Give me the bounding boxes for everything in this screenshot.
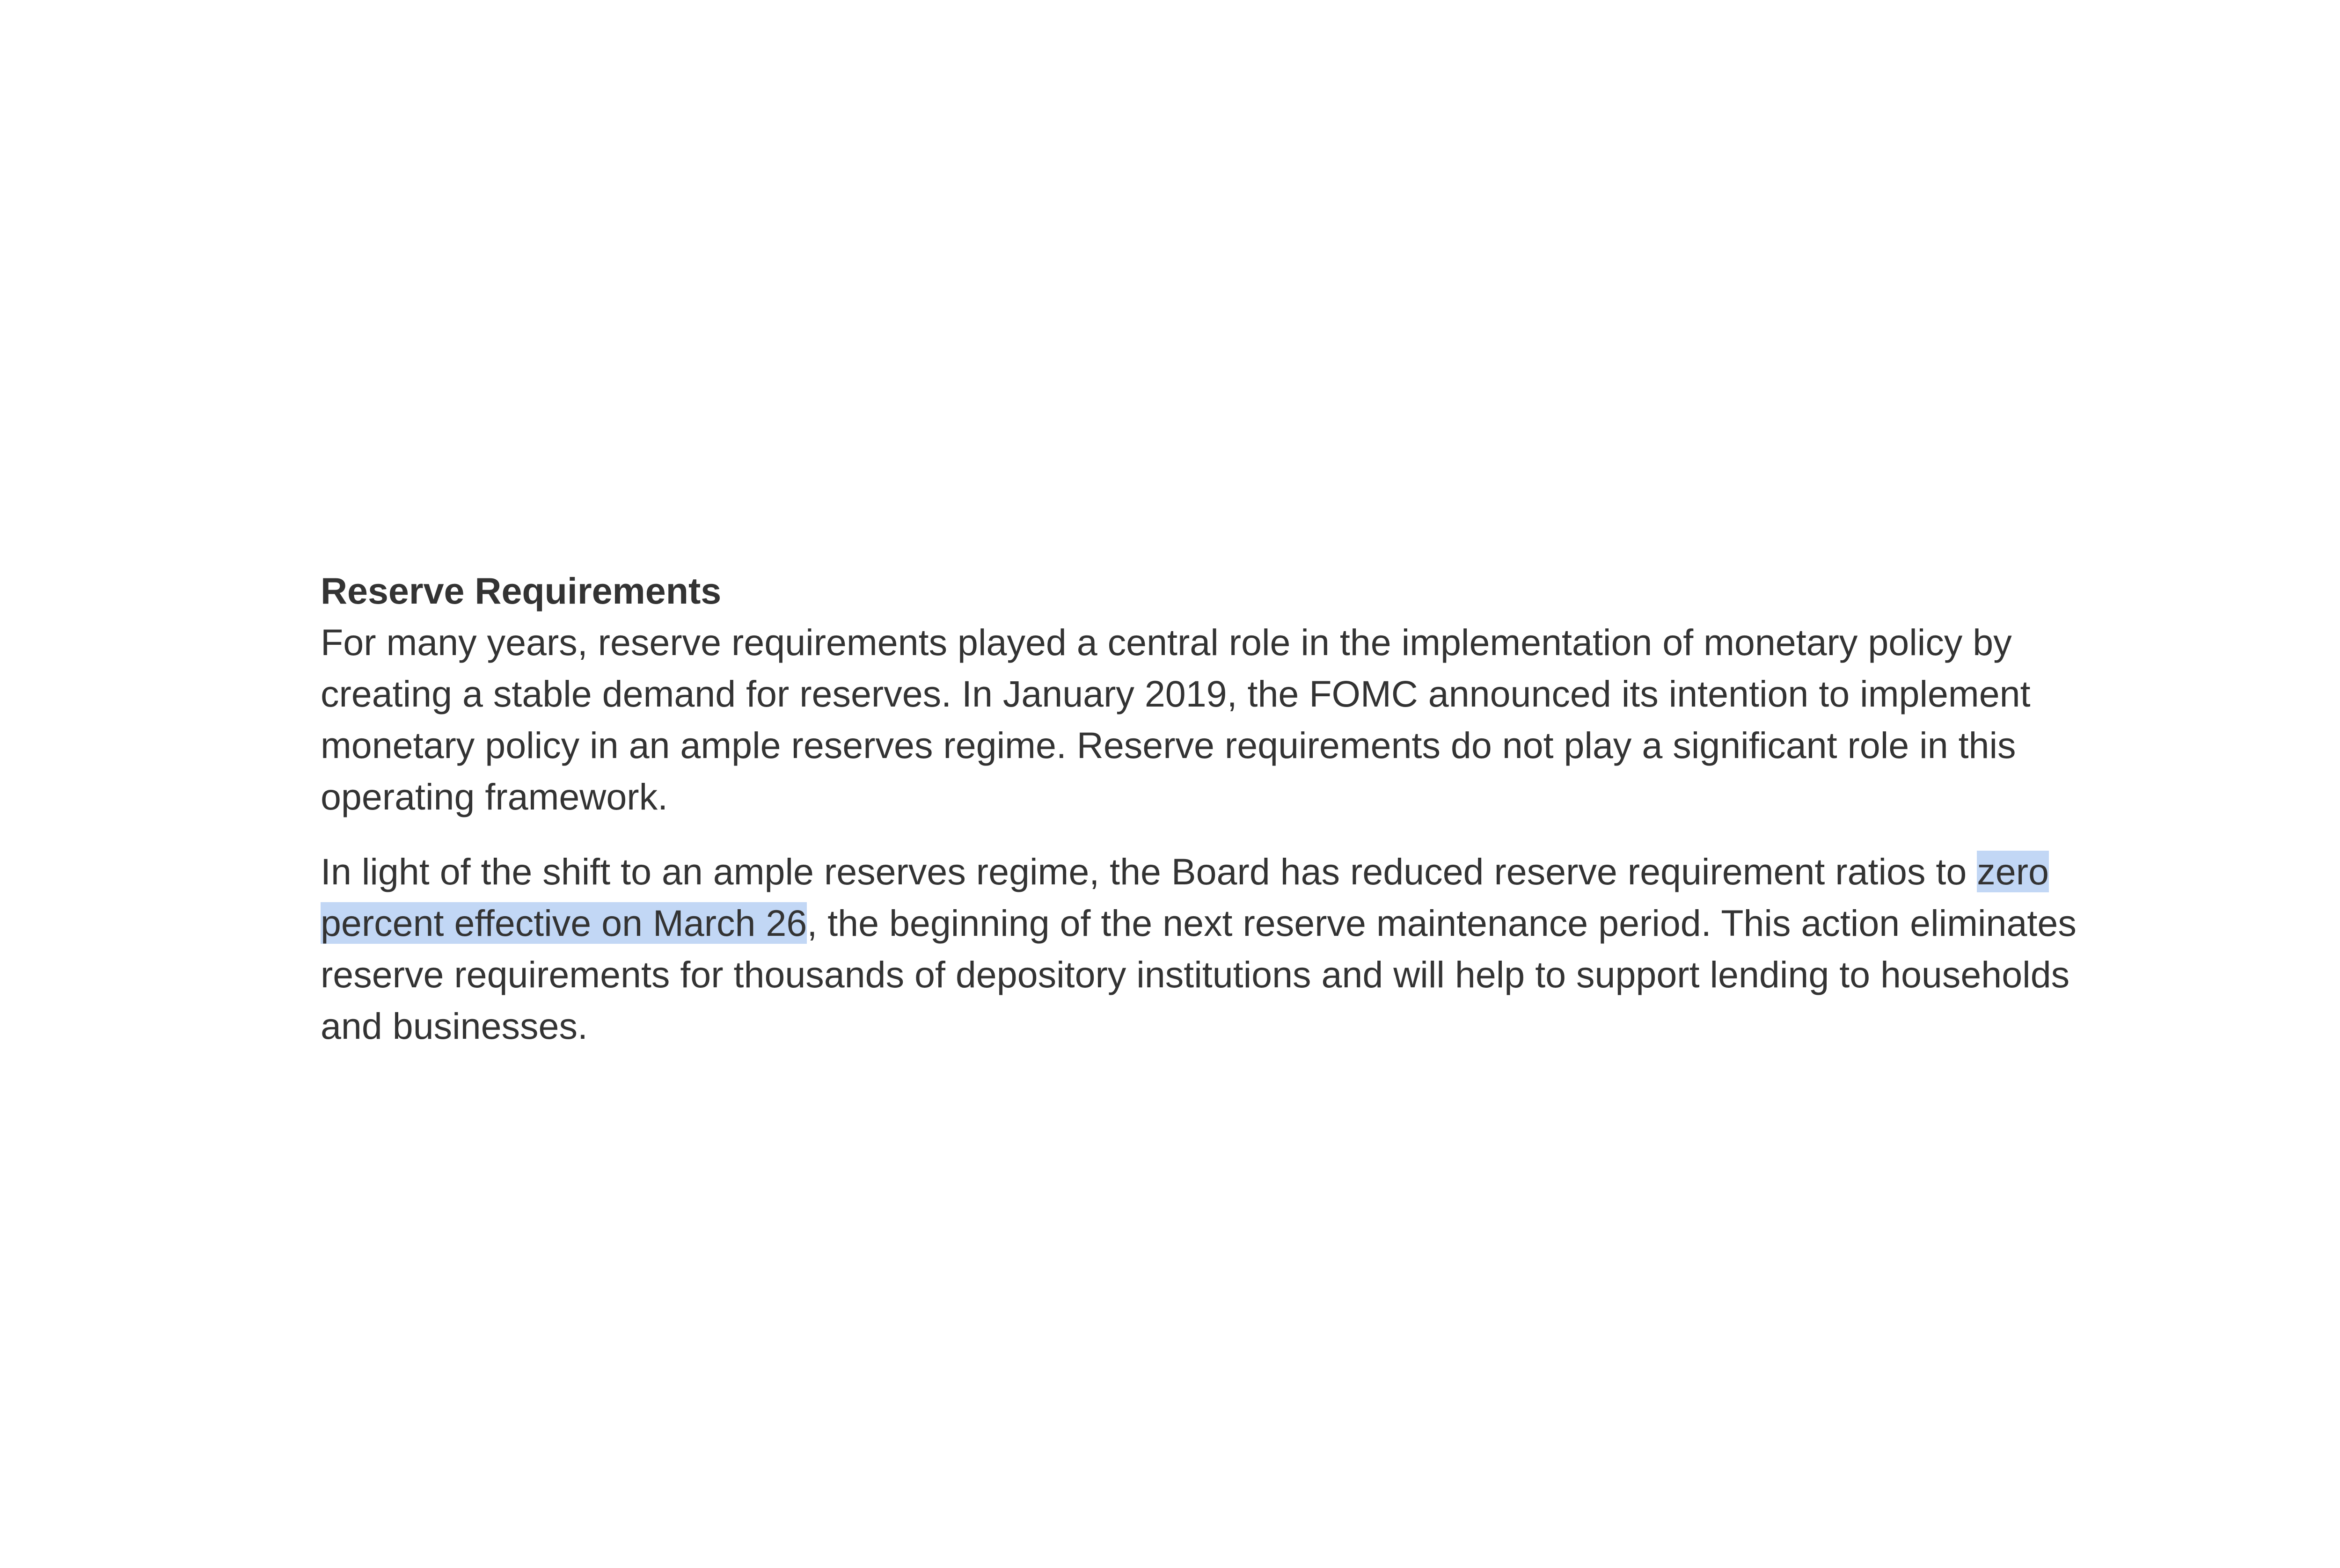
paragraph-reserve-change[interactable] bbox=[321, 846, 2099, 1052]
paragraph-reserve-history[interactable]: For many years, reserve requirements played a central role in the implementation of monetary policy by creating a stable demand for reserves. In January 2019, the FOMC announced its intention to implement monetary policy in an ample reserves regime. Reserve requirements do not play a significant role in this operating framework. bbox=[321, 621, 2031, 817]
paragraph-text-before-selection[interactable]: In light of the shift to an ample reserves regime, the Board has reduced reserve requirement ratios to bbox=[321, 851, 1977, 892]
section-heading: Reserve Requirements bbox=[321, 570, 722, 612]
paragraph-text-after-selection[interactable]: , the beginning of the next reserve maintenance period. This action eliminates reserve requirements for thousands of depository institutions and will help to support lending to households and businesses. bbox=[321, 902, 2077, 1047]
selected-text[interactable]: zero percent effective on March 26 bbox=[321, 851, 2049, 944]
article-body bbox=[321, 565, 2099, 1052]
